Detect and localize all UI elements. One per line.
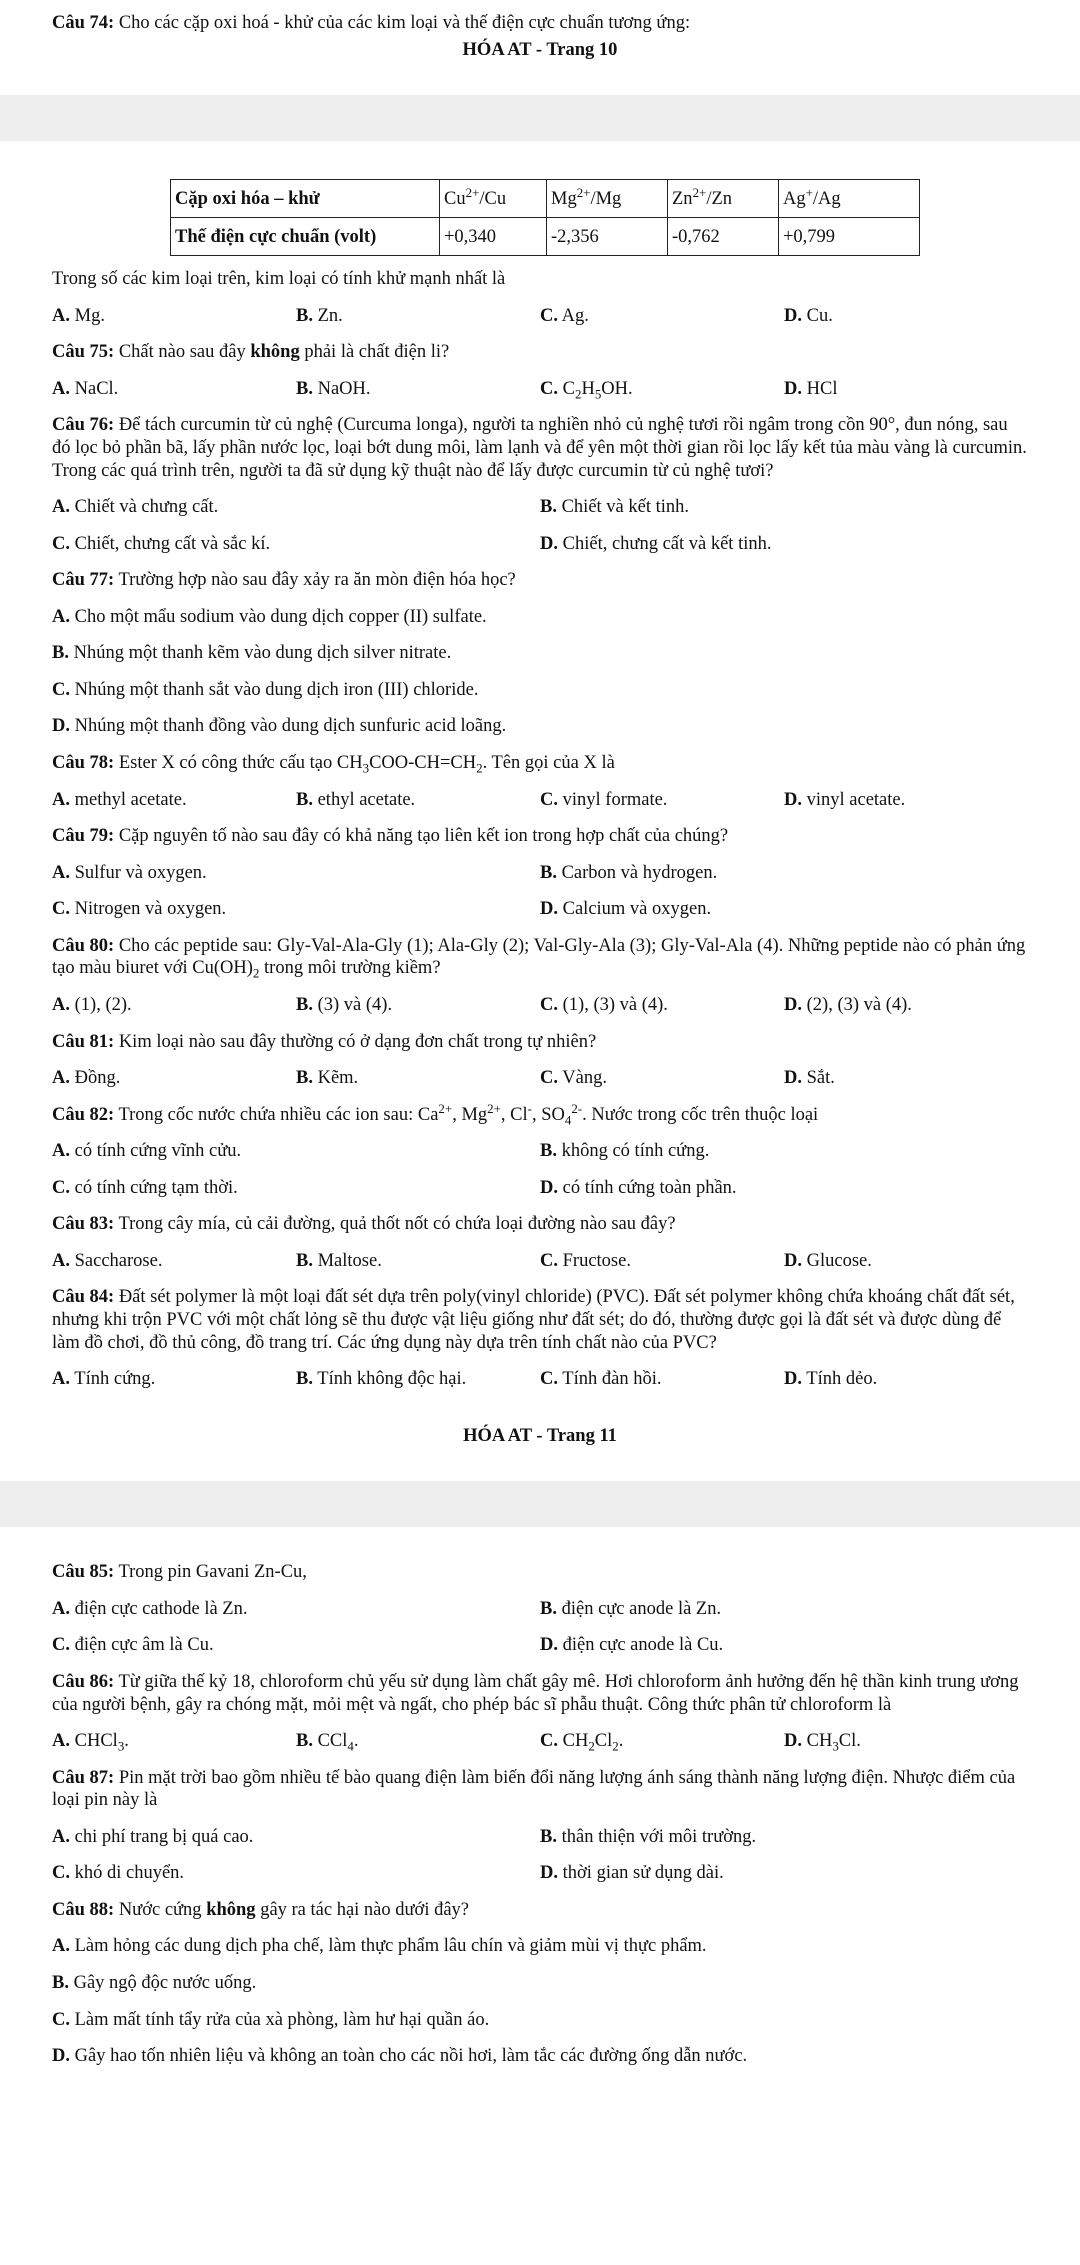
question-88: Câu 88: Nước cứng không gây ra tác hại nào dưới đây? (52, 1899, 470, 1920)
option-c[interactable]: C. Nhúng một thanh sắt vào dung dịch iron (III) chloride. (52, 679, 479, 700)
question-81-options (52, 1067, 1028, 1090)
option-c[interactable]: C. Ag. (540, 305, 589, 326)
page-header-10: HÓA AT - Trang 10 (462, 39, 618, 60)
question-number: Câu 74: (52, 13, 115, 33)
option-d[interactable]: D. có tính cứng toàn phần. (540, 1177, 737, 1198)
question-85-options-row1 (52, 1598, 1028, 1621)
option-b[interactable]: B. Tính không độc hại. (296, 1369, 467, 1390)
option-a[interactable]: A. Làm hỏng các dung dịch pha chế, làm thực phẩm lâu chín và giảm mùi vị thực phẩm. (52, 1936, 707, 1957)
question-78: Câu 78: Ester X có công thức cấu tạo $CH_3COO-CH=CH_2$. Tên gọi của X là (52, 753, 615, 776)
option-d[interactable]: D. Calcium và oxygen. (540, 899, 712, 920)
question-87-options-row1 (52, 1826, 1028, 1849)
option-b[interactable]: B. CCl$_4$. (296, 1731, 359, 1754)
table-cell: $Zn^{2+}/Zn$ (668, 180, 779, 218)
option-d[interactable]: D. Glucose. (784, 1250, 872, 1271)
question-86-options (52, 1730, 1028, 1753)
option-b[interactable]: B. Maltose. (296, 1250, 382, 1271)
question-81: Câu 81: Kim loại nào sau đây thường có ở dạng đơn chất trong tự nhiên? (52, 1031, 597, 1052)
option-d[interactable]: D. điện cực anode là Cu. (540, 1635, 724, 1656)
question-75-options (52, 378, 1028, 401)
option-b[interactable]: B. Zn. (296, 305, 343, 326)
redox-table (170, 179, 920, 256)
option-d[interactable]: D. Cu. (784, 305, 833, 326)
option-c[interactable]: C. điện cực âm là Cu. (52, 1635, 214, 1656)
question-75: Câu 75: Chất nào sau đây không phải là chất điện li? (52, 342, 450, 363)
table-cell: +0,799 (779, 218, 920, 256)
option-c[interactable]: C. Tính đàn hồi. (540, 1369, 662, 1390)
option-b[interactable]: B. (3) và (4). (296, 994, 393, 1015)
option-a[interactable]: A. điện cực cathode là Zn. (52, 1598, 248, 1619)
option-c[interactable]: C. $CH_2Cl_2$. (540, 1731, 624, 1754)
question-76: Câu 76: Để tách curcumin từ củ nghệ (Curcuma longa), người ta nghiền nhỏ củ nghệ tươi rồi ngâm trong cồn 90°, đun nóng, sau đó lọc bỏ phần bã, lấy phần nước lọc, loại bớt dung môi, làm lạnh và để yên một thời gian rồi lọc lấy kết tủa màu vàng là curcumin. Trong các quá trình trên, người ta đã sử dụng kỹ thuật nào để lấy được curcumin từ củ nghệ tươi? (52, 415, 1027, 481)
option-a[interactable]: A. Đồng. (52, 1068, 121, 1089)
question-85-options-row2 (52, 1634, 1028, 1657)
option-a[interactable]: A. có tính cứng vĩnh cửu. (52, 1141, 242, 1162)
question-87: Câu 87: Pin mặt trời bao gồm nhiều tế bào quang điện làm biến đổi năng lượng ánh sáng thành năng lượng điện. Nhược điểm của loại pin này là (52, 1767, 1016, 1811)
table-cell: $Cu^{2+}/Cu$ (440, 180, 547, 218)
option-a[interactable]: A. methyl acetate. (52, 789, 187, 810)
table-header: Thế điện cực chuẩn (volt) (171, 218, 440, 256)
option-c[interactable]: C. có tính cứng tạm thời. (52, 1177, 238, 1198)
option-c[interactable]: C. Nitrogen và oxygen. (52, 899, 227, 920)
table-header: Cặp oxi hóa – khử (171, 180, 440, 218)
option-b[interactable]: B. Nhúng một thanh kẽm vào dung dịch silver nitrate. (52, 643, 452, 664)
question-87-options-row2 (52, 1862, 1028, 1885)
option-a[interactable]: A. Saccharose. (52, 1250, 163, 1271)
question-74-stem: Trong số các kim loại trên, kim loại có tính khử mạnh nhất là (52, 269, 506, 290)
option-a[interactable]: A. Chiết và chưng cất. (52, 497, 219, 518)
question-79-options-row2 (52, 898, 1028, 921)
option-d[interactable]: D. $CH_3Cl$. (784, 1731, 861, 1754)
option-c[interactable]: C. Vàng. (540, 1068, 607, 1089)
question-74-options (52, 305, 1028, 328)
question-84-options (52, 1368, 1028, 1391)
option-c[interactable]: C. Làm mất tính tẩy rửa của xà phòng, làm hư hại quần áo. (52, 2009, 490, 2030)
option-d[interactable]: D. Tính dẻo. (784, 1369, 878, 1390)
option-b[interactable]: B. ethyl acetate. (296, 789, 416, 810)
table-cell: +0,340 (440, 218, 547, 256)
option-c[interactable]: C. vinyl formate. (540, 789, 668, 810)
question-82: Câu 82: Trong cốc nước chứa nhiều các ion sau: $Ca^{2+}$, $Mg^{2+}$, Cl-, $SO_4^{2-}$. Nước trong cốc trên thuộc loại (52, 1100, 819, 1128)
option-d[interactable]: D. (2), (3) và (4). (784, 994, 912, 1015)
question-74-intro: Câu 74: Cho các cặp oxi hoá - khử của các kim loại và thế điện cực chuẩn tương ứng: (52, 13, 691, 33)
question-84: Câu 84: Đất sét polymer là một loại đất sét dựa trên poly(vinyl chloride) (PVC). Đất sét polymer không chứa khoáng chất đất sét, nhưng khi trộn PVC với một chất lỏng sẽ thu được vật liệu giống như đất sét; do đó, thường được gọi là đất sét và được dùng để làm đồ chơi, đồ thủ công, đồ trang trí. Các ứng dụng này dựa trên tính chất nào của PVC? (52, 1287, 1015, 1353)
question-79: Câu 79: Cặp nguyên tố nào sau đây có khả năng tạo liên kết ion trong hợp chất của chúng? (52, 826, 729, 847)
option-b[interactable]: B. Carbon và hydrogen. (540, 862, 718, 883)
option-b[interactable]: B. Chiết và kết tinh. (540, 497, 690, 518)
option-c[interactable]: C. khó di chuyển. (52, 1863, 185, 1884)
page-header-11: HÓA AT - Trang 11 (463, 1425, 617, 1446)
question-82-options-row2 (52, 1177, 1028, 1200)
table-row (171, 218, 920, 256)
option-c[interactable]: C. Fructose. (540, 1250, 631, 1271)
option-d[interactable]: D. HCl (784, 378, 838, 399)
option-d[interactable]: D. Sắt. (784, 1068, 835, 1089)
option-b[interactable]: B. Gây ngộ độc nước uống. (52, 1973, 257, 1993)
question-83: Câu 83: Trong cây mía, củ cải đường, quả thốt nốt có chứa loại đường nào sau đây? (52, 1214, 676, 1235)
option-b[interactable]: B. NaOH. (296, 378, 371, 399)
question-82-options-row1 (52, 1140, 1028, 1163)
question-76-options-row1 (52, 496, 1028, 519)
page-break (0, 95, 1080, 141)
option-b[interactable]: B. thân thiện với môi trường. (540, 1826, 757, 1847)
question-78-options (52, 789, 1028, 812)
option-c[interactable]: C. (1), (3) và (4). (540, 994, 668, 1015)
option-a[interactable]: A. CHCl$_3$. (52, 1731, 129, 1754)
option-d[interactable]: D. Chiết, chưng cất và kết tinh. (540, 533, 772, 554)
table-row (171, 180, 920, 218)
option-a[interactable]: A. Cho một mẩu sodium vào dung dịch copper (II) sulfate. (52, 606, 487, 627)
question-83-options (52, 1250, 1028, 1273)
option-a[interactable]: A. NaCl. (52, 378, 119, 399)
option-a[interactable]: A. Mg. (52, 305, 105, 326)
question-79-options-row1 (52, 862, 1028, 885)
option-a[interactable]: A. Sulfur và oxygen. (52, 862, 207, 883)
table-cell: $Mg^{2+}/Mg$ (547, 180, 668, 218)
table-cell: -0,762 (668, 218, 779, 256)
question-80: Câu 80: Cho các peptide sau: Gly-Val-Ala-Gly (1); Ala-Gly (2); Val-Gly-Ala (3); Gly-Val-Ala (4). Những peptide nào có phản ứng tạo màu biuret với $Cu(OH)_2$ trong môi trường kiềm? (52, 935, 1026, 982)
option-b[interactable]: B. điện cực anode là Zn. (540, 1598, 722, 1619)
option-c[interactable]: C. Chiết, chưng cất và sắc kí. (52, 533, 271, 554)
option-d[interactable]: D. Gây hao tốn nhiên liệu và không an toàn cho các nồi hơi, làm tắc các đường ống dẫn nước. (52, 2046, 748, 2067)
option-b[interactable]: B. không có tính cứng. (540, 1141, 710, 1162)
question-86: Câu 86: Từ giữa thế kỷ 18, chloroform chủ yếu sử dụng làm chất gây mê. Hơi chloroform ảnh hưởng đến hệ thần kinh trung ương của người bệnh, gây ra chóng mặt, mỏi mệt và ngất, cho phép bác sĩ phẫu thuật. Công thức phân tử chloroform là (52, 1671, 1019, 1715)
option-a[interactable]: A. (1), (2). (52, 994, 132, 1015)
table-cell: -2,356 (547, 218, 668, 256)
question-80-options (52, 994, 1028, 1017)
page-break (0, 1481, 1080, 1527)
table-cell: Ag+/Ag (779, 180, 920, 218)
question-76-options-row2 (52, 533, 1028, 556)
question-85: Câu 85: Trong pin Gavani Zn-Cu, (52, 1562, 307, 1583)
option-d[interactable]: D. Nhúng một thanh đồng vào dung dịch sunfuric acid loãng. (52, 716, 507, 737)
option-a[interactable]: A. chi phí trang bị quá cao. (52, 1826, 254, 1847)
question-77: Câu 77: Trường hợp nào sau đây xảy ra ăn mòn điện hóa học? (52, 570, 516, 591)
option-c[interactable]: C. $C_2H_5OH$. (540, 378, 633, 402)
option-d[interactable]: D. vinyl acetate. (784, 789, 906, 810)
option-b[interactable]: B. Kẽm. (296, 1068, 359, 1089)
option-d[interactable]: D. thời gian sử dụng dài. (540, 1863, 724, 1884)
option-a[interactable]: A. Tính cứng. (52, 1369, 156, 1390)
